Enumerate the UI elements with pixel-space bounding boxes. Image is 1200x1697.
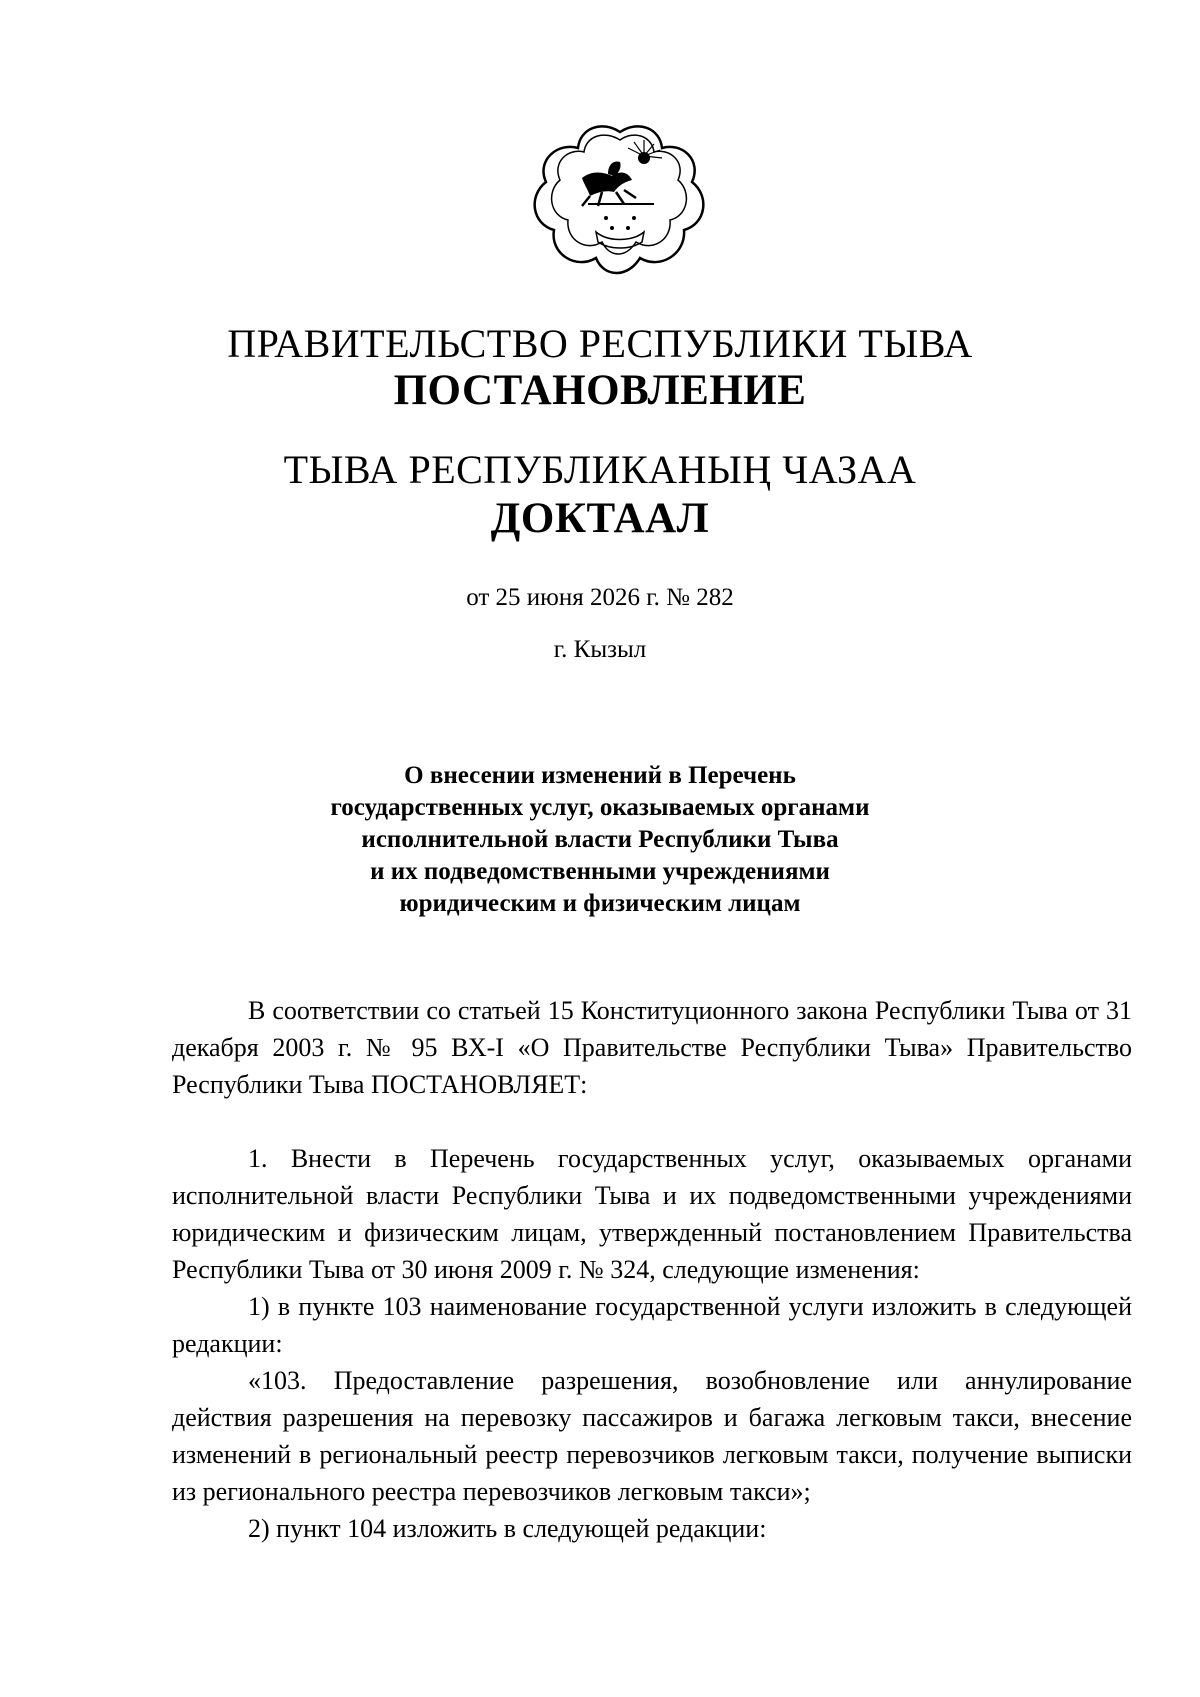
subject-line: О внесении изменений в Перечень xyxy=(404,762,796,789)
decree-title: ПОСТАНОВЛЕНИЕ xyxy=(393,367,807,414)
tyva-decree-title: ДОКТААЛ xyxy=(490,495,710,542)
body-paragraph: 1. Внести в Перечень государственных услуг, оказываемых органами исполнительной власти Республики Тыва и их подведомственными учреждениями юридическим и физическим лицам, утвержденный постановлением Правительства Республики Тыва от 30 июня 2009 г. № 324, следующие изменения: xyxy=(172,1144,1132,1284)
subject-line: юридическим и физическим лицам xyxy=(399,890,801,917)
body-paragraph: 1) в пункте 103 наименование государственной услуги изложить в следующей редакции: xyxy=(172,1292,1132,1358)
subject-line: и их подведомственными учреждениями xyxy=(370,858,830,885)
decree-subject xyxy=(0,760,1200,920)
subject-line: исполнительной власти Республики Тыва xyxy=(361,826,839,853)
body-paragraph: «103. Предоставление разрешения, возобновление или аннулирование действия разрешения на перевозку пассажиров и багажа легковым такси, внесение изменений в региональный реестр перевозчиков легковым такси, получение выписки из регионального реестра перевозчиков легковым такси»; xyxy=(172,1366,1132,1506)
decree-date-number: от 25 июня 2026 г. № 282 xyxy=(466,584,734,611)
preamble-paragraph: В соответствии со статьей 15 Конституционного закона Республики Тыва от 31 декабря 2003 г. № 95 ВХ-I «О Правительстве Республики Тыва» Правительство Республики Тыва ПОСТАНОВЛЯЕТ: xyxy=(172,996,1132,1099)
subject-line: государственных услуг, оказываемых органами xyxy=(330,794,870,821)
coat-of-arms-emblem xyxy=(520,120,720,280)
body-paragraph: 2) пункт 104 изложить в следующей редакции: xyxy=(248,1514,767,1543)
decree-city: г. Кызыл xyxy=(553,636,647,663)
emblem-icon xyxy=(520,120,720,280)
government-title: ПРАВИТЕЛЬСТВО РЕСПУБЛИКИ ТЫВА xyxy=(227,321,973,366)
tyva-government-title: ТЫВА РЕСПУБЛИКАНЫҢ ЧАЗАА xyxy=(283,447,917,492)
decree-body xyxy=(172,992,1132,1547)
